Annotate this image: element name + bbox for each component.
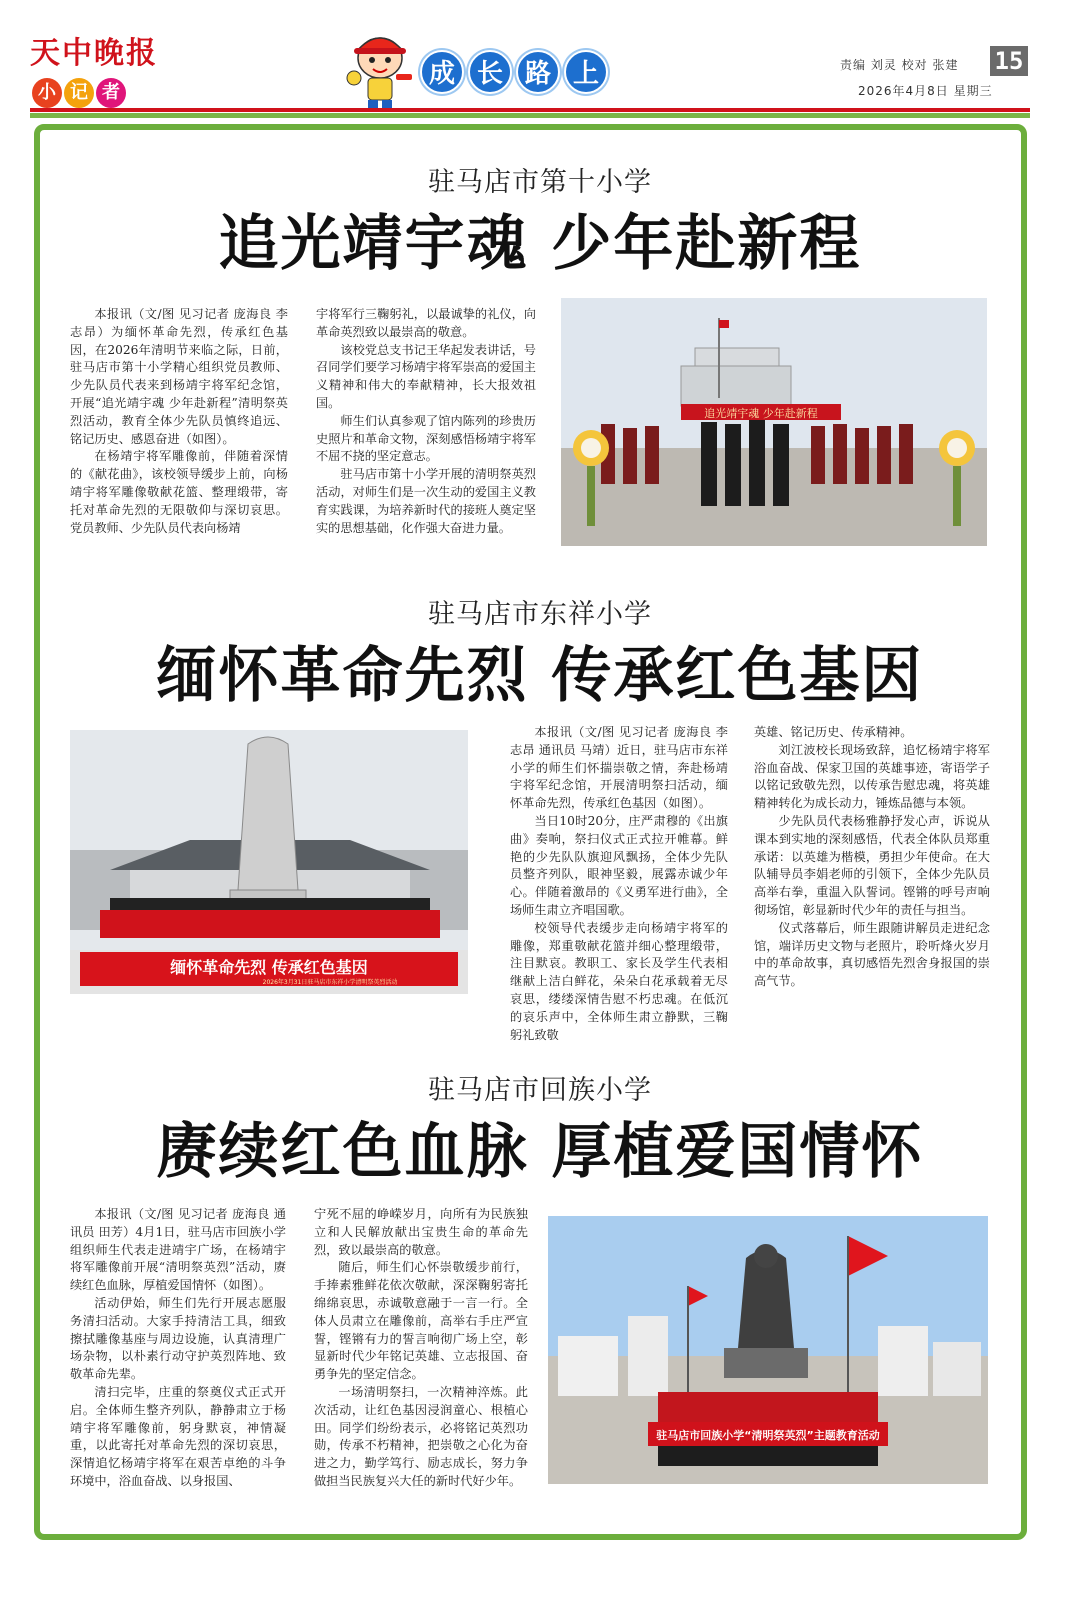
- school-name: 驻马店市东祥小学: [428, 599, 652, 630]
- paragraph: 当日10时20分，庄严肃穆的《出旗曲》奏响，祭扫仪式正式拉开帷幕。鲜艳的少先队队旗迎风飘扬，全体少先队员整齐列队，眼神坚毅，展露赤诚少年心。伴随着激昂的《义勇军进行曲》，全场师生肃立齐唱国歌。: [510, 813, 728, 917]
- paragraph: 师生们认真参观了馆内陈列的珍贵历史照片和革命文物，深刻感悟杨靖宇将军不屈不挠的坚定意志。: [316, 413, 536, 464]
- paragraph: 清扫完毕，庄重的祭奠仪式正式开启。全体师生整齐列队，静静肃立于杨靖宇将军雕像前，躬身默哀，神情凝重，以此寄托对革命先烈的深切哀思，深情追忆杨靖宇将军在艰苦卓绝的斗争环境中，浴血奋战、以身报国、: [70, 1384, 286, 1488]
- paragraph: 仪式落幕后，师生跟随讲解员走进纪念馆，端详历史文物与老照片，聆听烽火岁月中的革命故事，真切感悟先烈舍身报国的崇高气节。: [754, 920, 990, 989]
- photo-banner-text: 缅怀革命先烈 传承红色基因: [170, 958, 368, 977]
- section-char: 成: [420, 50, 464, 94]
- article-headline: 赓续红色血脉 厚植爱国情怀: [156, 1117, 924, 1187]
- school-name: 驻马店市第十小学: [428, 167, 652, 198]
- news-photo: [561, 298, 987, 546]
- paragraph: 宁死不屈的峥嵘岁月，向所有为民族独立和人民解放献出宝贵生命的革命先烈，致以最崇高的敬意。: [314, 1207, 528, 1257]
- paragraph: 本报讯（文/图 见习记者 庞海良 李志昂 通讯员 马靖）近日，驻马店市东祥小学的师生们怀揣崇敬之情，奔赴杨靖宇将军纪念馆，开展清明祭扫活动，缅怀革命先烈，传承红色基因（如图）。: [510, 725, 728, 811]
- paper-name: 天中晚报: [30, 36, 158, 71]
- paragraph: 校领导代表缓步走向杨靖宇将军的雕像，郑重敬献花篮并细心整理缎带，注目默哀。教职工、家长及学生代表相继献上洁白鲜花，朵朵白花承载着无尽哀思，缕缕深情告慰不朽忠魂。在低沉的哀乐声中，全体师生肃立静默，三鞠躬礼致敬: [510, 920, 728, 1042]
- paragraph: 本报讯（文/图 见习记者 庞海良 通讯员 田芳）4月1日，驻马店市回族小学组织师生代表走进靖宇广场，在杨靖宇将军雕像前开展“清明祭英烈”活动，赓续红色血脉，厚植爱国情怀（如图）。: [70, 1207, 286, 1293]
- paragraph: 英雄、铭记历史、传承精神。: [754, 725, 913, 739]
- article-column: [314, 1206, 528, 1491]
- school-name: 驻马店市回族小学: [428, 1075, 652, 1106]
- section-char: 上: [564, 50, 608, 94]
- article-headline: 追光靖宇魂 少年赴新程: [218, 209, 862, 279]
- paragraph: 随后，师生们心怀崇敬缓步前行，手捧素雅鲜花依次敬献，深深鞠躬寄托绵绵哀思，赤诚敬意融于一言一行。全体人员肃立在雕像前，高举右手庄严宣誓，铿锵有力的誓言响彻广场上空，彰显新时代少年铭记英雄、立志报国、奋勇争先的坚定信念。: [314, 1260, 528, 1382]
- section-banner: [420, 50, 608, 94]
- paragraph: 刘江波校长现场致辞，追忆杨靖宇将军浴血奋战、保家卫国的英雄事迹，寄语学子以铭记致敬先烈，以传承告慰忠魂，将英雄精神转化为成长动力，锤炼品德与本领。: [754, 742, 990, 811]
- news-photo: [548, 1216, 988, 1484]
- article-column: [510, 724, 728, 1044]
- date-line: 2026年4月8日 星期三: [858, 84, 993, 98]
- masthead-rule-green: [30, 113, 1030, 118]
- reporter-badge: [32, 78, 126, 108]
- paragraph: 驻马店市第十小学开展的清明祭英烈活动，对师生们是一次生动的爱国主义教育实践课，为培养新时代的接班人奠定坚实的思想基础，化作强大奋进力量。: [316, 467, 536, 535]
- article-column: [70, 306, 288, 537]
- section-char: 路: [516, 50, 560, 94]
- mascot-icon: [340, 28, 420, 116]
- editors-line: 责编 刘灵 校对 张建: [840, 58, 959, 72]
- page-number: 15: [990, 46, 1028, 76]
- paragraph: 一场清明祭扫，一次精神淬炼。此次活动，让红色基因浸润童心、根植心田。同学们纷纷表示，必将铭记英烈功勋，传承不朽精神，把崇敬之心化为奋进之力，勤学笃行、励志成长，努力争做担当民族复兴大任的新时代好少年。: [314, 1384, 528, 1488]
- article-column: [754, 724, 990, 991]
- masthead: [0, 0, 1080, 120]
- article-headline: 缅怀革命先烈 传承红色基因: [156, 641, 924, 711]
- paragraph: 少先队员代表杨雅静抒发心声，诉说从课本到实地的深刻感悟，代表全体队员郑重承诺：以英雄为楷模，勇担少年使命。在大队辅导员李娟老师的引领下，全体少先队员高举右拳，重温入队誓词。铿锵的呼号声响彻场馆，彰显新时代少年的责任与担当。: [754, 813, 990, 917]
- masthead-rule-red: [30, 108, 1030, 112]
- paragraph: 宇将军行三鞠躬礼，以最诚挚的礼仪，向革命英烈致以最崇高的敬意。: [316, 307, 536, 339]
- news-photo: [70, 730, 468, 994]
- badge-char: 记: [64, 78, 94, 108]
- article-column: [70, 1206, 286, 1491]
- badge-char: 小: [32, 78, 62, 108]
- badge-char: 者: [96, 78, 126, 108]
- section-char: 长: [468, 50, 512, 94]
- paragraph: 在杨靖宇将军雕像前，伴随着深情的《献花曲》，该校领导缓步上前，向杨靖宇将军雕像敬献花篮、整理缎带，寄托对革命先烈的无限敬仰与深切哀思。党员教师、少先队员代表向杨靖: [70, 449, 288, 535]
- photo-banner-text: 驻马店市回族小学“清明祭英烈”主题教育活动: [656, 1429, 880, 1442]
- photo-banner-text: 追光靖宇魂 少年赴新程: [704, 407, 818, 420]
- paragraph: 该校党总支书记王华起发表讲话，号召同学们要学习杨靖宇将军崇高的爱国主义精神和伟大的奉献精神，长大报效祖国。: [316, 342, 536, 410]
- photo-caption-text: 2026年3月31日驻马店市东祥小学清明祭英烈活动: [262, 979, 398, 986]
- paragraph: 活动伊始，师生们先行开展志愿服务清扫活动。大家手持清洁工具，细致擦拭雕像基座与周边设施，认真清理广场杂物，以朴素行动守护英烈阵地、致敬革命先辈。: [70, 1295, 286, 1382]
- paragraph: 本报讯（文/图 见习记者 庞海良 李志昂）为缅怀革命先烈，传承红色基因，在2026年清明节来临之际，日前，驻马店市第十小学精心组织党员教师、少先队员代表来到杨靖宇将军纪念馆，开展“追光靖宇魂 少年赴新程”清明祭英烈活动，教育全体少先队员慎终追远、铭记历史、感恩奋进（如图）。: [70, 307, 288, 446]
- article-column: [316, 306, 536, 537]
